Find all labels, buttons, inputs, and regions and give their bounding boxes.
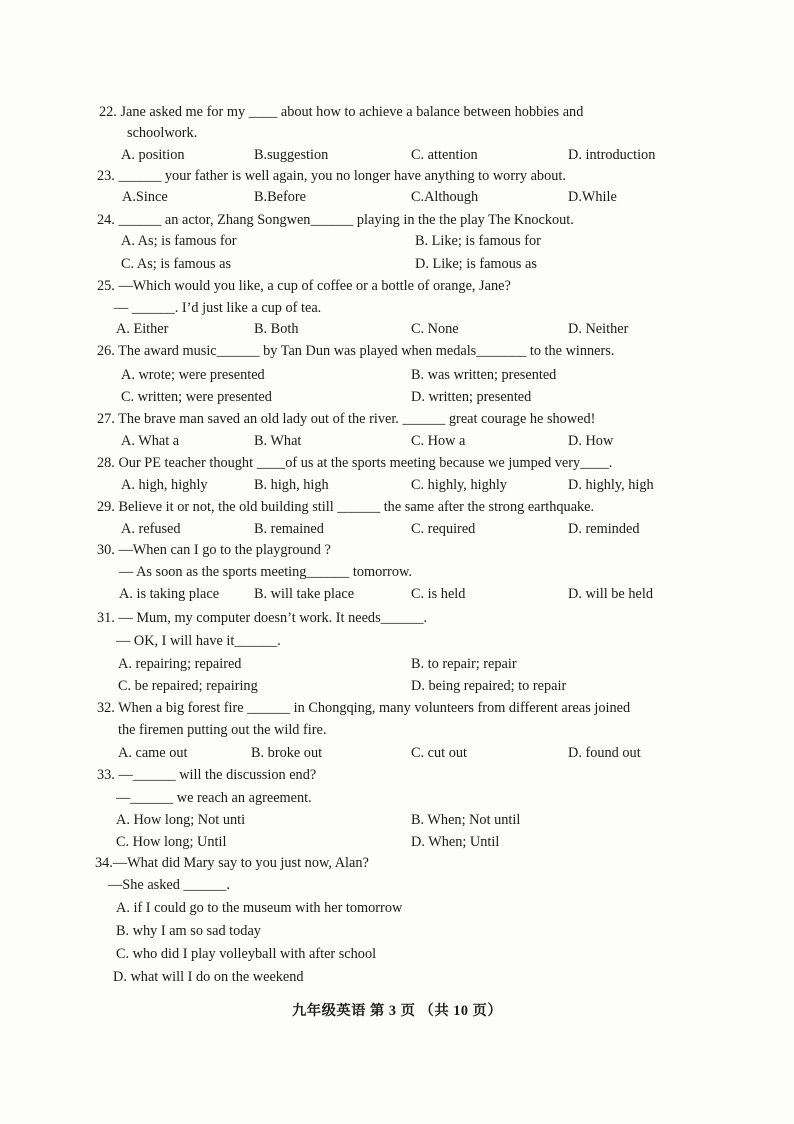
q24-option-c: C. As; is famous as: [121, 256, 232, 272]
q33-option-b: B. When; Not until: [411, 812, 521, 828]
q24-option-b: B. Like; is famous for: [415, 233, 541, 249]
q32-stem-line1: 32. When a big forest fire ______ in Chongqing, many volunteers from different areas joined: [97, 700, 631, 716]
q30-stem-line1: 30. —When can I go to the playground ?: [97, 542, 331, 558]
q34-option-c: C. who did I play volleyball with after school: [116, 946, 377, 962]
q23-option-a: A.Since: [122, 189, 168, 205]
q29-option-b: B. remained: [254, 521, 324, 537]
q25-option-c: C. None: [411, 321, 459, 337]
q34-option-d: D. what will I do on the weekend: [113, 969, 304, 985]
q22-stem-line2: schoolwork.: [127, 125, 198, 141]
q26-option-b: B. was written; presented: [411, 367, 557, 383]
q28-option-d: D. highly, high: [568, 477, 654, 493]
q27-option-c: C. How a: [411, 433, 466, 449]
q33-stem-line1: 33. —______ will the discussion end?: [97, 767, 317, 783]
q24-option-a: A. As; is famous for: [121, 233, 237, 249]
q33-option-d: D. When; Until: [411, 834, 500, 850]
q31-option-b: B. to repair; repair: [411, 656, 517, 672]
q29-stem: 29. Believe it or not, the old building still ______ the same after the strong earthquake.: [97, 499, 595, 515]
q29-option-d: D. reminded: [568, 521, 640, 537]
q25-stem-line1: 25. —Which would you like, a cup of coffee or a bottle of orange, Jane?: [97, 278, 511, 294]
q32-option-c: C. cut out: [411, 745, 467, 761]
q29-option-a: A. refused: [121, 521, 181, 537]
q33-option-a: A. How long; Not unti: [116, 812, 246, 828]
q30-stem-line2: — As soon as the sports meeting______ tomorrow.: [119, 564, 412, 580]
q29-option-c: C. required: [411, 521, 476, 537]
q27-option-a: A. What a: [121, 433, 180, 449]
q34-option-b: B. why I am so sad today: [116, 923, 261, 939]
q22-option-b: B.suggestion: [254, 147, 329, 163]
q31-option-d: D. being repaired; to repair: [411, 678, 567, 694]
q25-option-d: D. Neither: [568, 321, 629, 337]
q27-stem: 27. The brave man saved an old lady out of the river. ______ great courage he showed!: [97, 411, 596, 427]
q30-option-d: D. will be held: [568, 586, 653, 602]
q22-option-a: A. position: [121, 147, 185, 163]
q28-option-a: A. high, highly: [121, 477, 208, 493]
q32-stem-line2: the firemen putting out the wild fire.: [118, 722, 327, 738]
q26-option-c: C. written; were presented: [121, 389, 272, 405]
q33-option-c: C. How long; Until: [116, 834, 227, 850]
q23-option-b: B.Before: [254, 189, 307, 205]
q34-stem-line2: —She asked ______.: [108, 877, 230, 893]
q23-stem: 23. ______ your father is well again, you no longer have anything to worry about.: [97, 168, 566, 184]
q24-stem: 24. ______ an actor, Zhang Songwen______ playing in the the play The Knockout.: [97, 212, 574, 228]
q32-option-d: D. found out: [568, 745, 641, 761]
q25-option-b: B. Both: [254, 321, 299, 337]
q22-option-d: D. introduction: [568, 147, 656, 163]
q30-option-b: B. will take place: [254, 586, 355, 602]
q31-stem-line1: 31. — Mum, my computer doesn’t work. It needs______.: [97, 610, 428, 626]
q25-option-a: A. Either: [116, 321, 169, 337]
q31-option-c: C. be repaired; repairing: [118, 678, 258, 694]
q32-option-b: B. broke out: [251, 745, 323, 761]
q31-stem-line2: — OK, I will have it______.: [116, 633, 281, 649]
q23-option-c: C.Although: [411, 189, 479, 205]
q27-option-b: B. What: [254, 433, 302, 449]
page-footer: 九年级英语 第 3 页 （共 10 页）: [292, 1003, 503, 1019]
q28-option-b: B. high, high: [254, 477, 329, 493]
q26-option-d: D. written; presented: [411, 389, 532, 405]
q30-option-a: A. is taking place: [119, 586, 220, 602]
q31-option-a: A. repairing; repaired: [118, 656, 242, 672]
q34-option-a: A. if I could go to the museum with her tomorrow: [116, 900, 403, 916]
q23-option-d: D.While: [568, 189, 617, 205]
q22-stem-line1: 22. Jane asked me for my ____ about how to achieve a balance between hobbies and: [99, 104, 584, 120]
q28-stem: 28. Our PE teacher thought ____of us at the sports meeting because we jumped very____.: [97, 455, 613, 471]
q33-stem-line2: —______ we reach an agreement.: [116, 790, 312, 806]
q24-option-d: D. Like; is famous as: [415, 256, 537, 272]
q25-stem-line2: — ______. I’d just like a cup of tea.: [114, 300, 322, 316]
q28-option-c: C. highly, highly: [411, 477, 507, 493]
q30-option-c: C. is held: [411, 586, 466, 602]
q34-stem-line1: 34.—What did Mary say to you just now, Alan?: [95, 855, 369, 871]
q22-option-c: C. attention: [411, 147, 478, 163]
q26-option-a: A. wrote; were presented: [121, 367, 265, 383]
q27-option-d: D. How: [568, 433, 614, 449]
q32-option-a: A. came out: [118, 745, 188, 761]
q26-stem: 26. The award music______ by Tan Dun was played when medals_______ to the winners.: [97, 343, 615, 359]
